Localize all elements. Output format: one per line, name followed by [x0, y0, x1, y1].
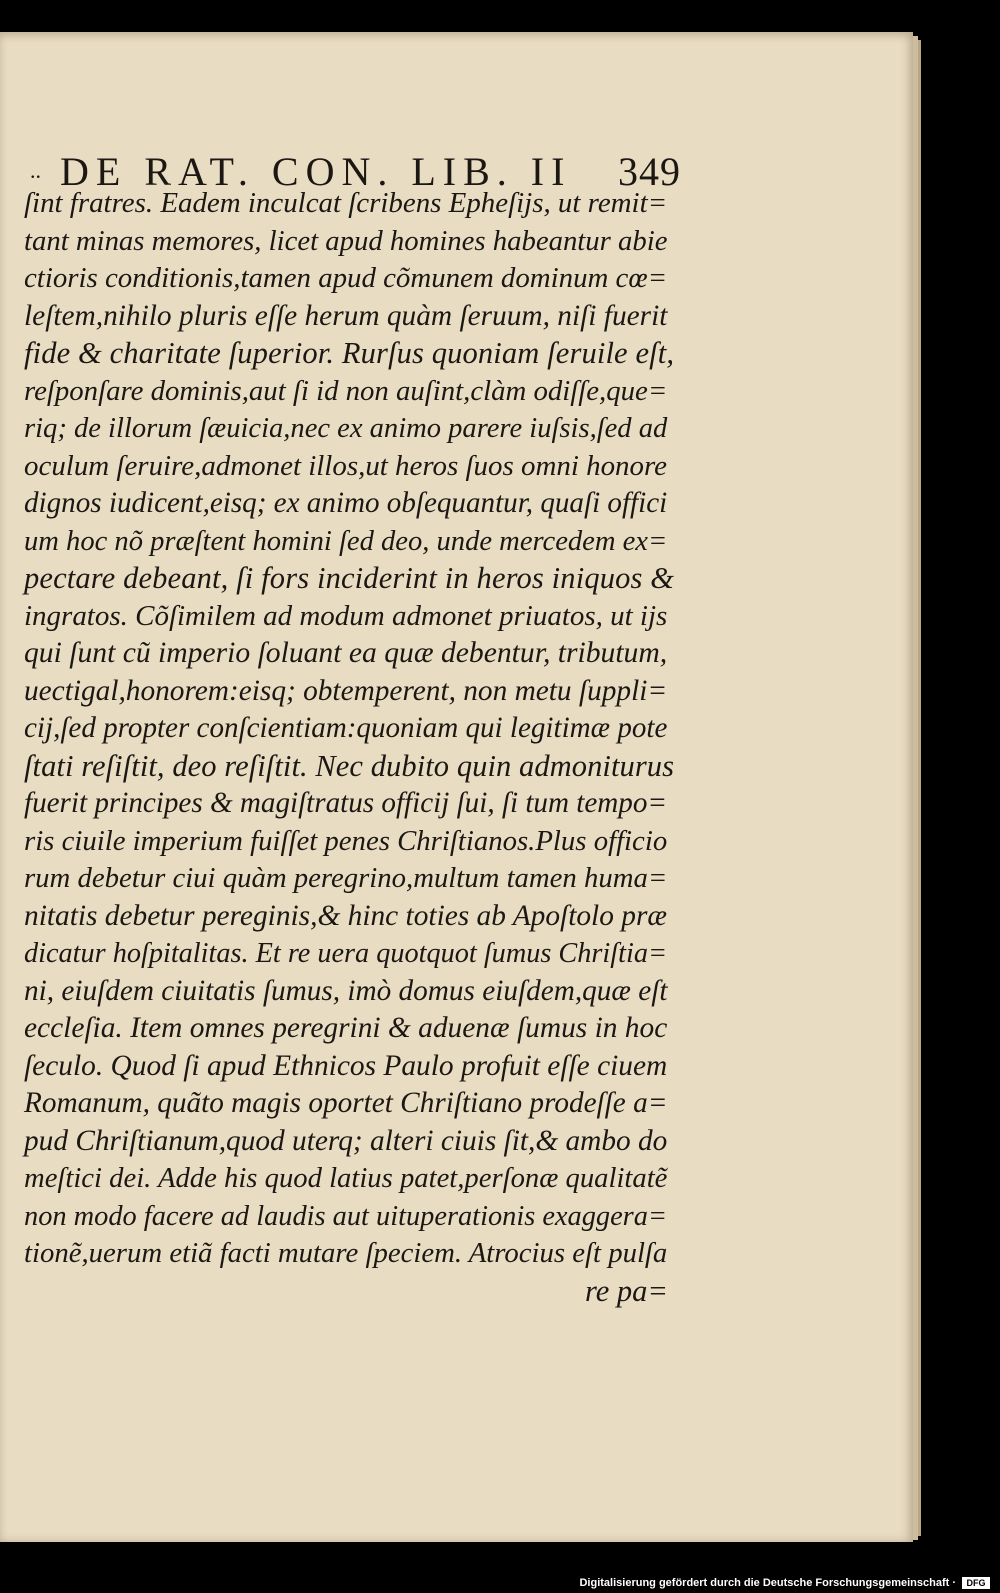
- body-text: [24, 185, 674, 1310]
- text-line: ſtati reſiſtit, deo reſiſtit. Nec dubito quin admoniturus: [24, 748, 675, 783]
- text-line: fide & charitate ſuperior. Rurſus quoniam ſeruile eſt,: [24, 336, 675, 370]
- text-line: tionẽ,uerum etiã facti mutare ſpeciem. Atrocius eſt pulſa: [24, 1237, 668, 1269]
- text-line: ni, eiuſdem ciuitatis ſumus, imò domus eiuſdem,quæ eſt: [24, 974, 668, 1007]
- text-line: dicatur hoſpitalitas. Et re uera quotquot ſumus Chriſtia=: [24, 938, 668, 969]
- text-line: pectare debeant, ſi fors inciderint in heros iniquos &: [24, 561, 675, 595]
- running-title: DE RAT. CON. LIB. II: [60, 149, 572, 194]
- text-line: fuerit principes & magiſtratus officij ſui, ſi tum tempo=: [24, 787, 668, 819]
- text-line: ingratos. Cõſimilem ad modum admonet priuatos, ut ijs: [24, 599, 668, 632]
- catchword: re pa=: [585, 1273, 668, 1308]
- text-line: tant minas memores, licet apud homines habeantur abie: [24, 224, 668, 257]
- dfg-logo: DFG: [962, 1577, 990, 1589]
- text-line: um hoc nõ præſtent homini ſed deo, unde mercedem ex=: [24, 525, 668, 557]
- text-line: meſtici dei. Adde his quod latius patet,perſonæ qualitatẽ: [24, 1162, 668, 1194]
- text-line: ſint fratres. Eadem inculcat ſcribens Epheſijs, ut remit=: [24, 187, 668, 219]
- text-line: nitatis debetur pereginis,& hinc toties ab Apoſtolo præ: [24, 899, 667, 932]
- text-line: qui ſunt cũ imperio ſoluant ea quæ debentur, tributum,: [24, 637, 668, 669]
- header-mark: ..: [30, 158, 41, 183]
- text-line: ſeculo. Quod ſi apud Ethnicos Paulo profuit eſſe ciuem: [24, 1049, 668, 1082]
- text-line: cij,ſed propter conſcientiam:quoniam qui legitimæ pote: [24, 712, 668, 744]
- text-line: ctioris conditionis,tamen apud cõmunem dominum cœ=: [24, 262, 668, 294]
- text-line: dignos iudicent,eisq; ex animo obſequantur, quaſi offici: [24, 487, 668, 519]
- text-line: riq; de illorum ſæuicia,nec ex animo parere iuſsis,ſed ad: [24, 413, 668, 444]
- page-edge-shadow: [918, 40, 921, 1536]
- text-line: rum debetur ciui quàm peregrino,multum tamen huma=: [24, 862, 668, 894]
- text-line: non modo facere ad laudis aut uituperationis exaggera=: [24, 1200, 668, 1232]
- funding-credit: Digitalisierung gefördert durch die Deutsche Forschungsgemeinschaft ·: [579, 1577, 956, 1589]
- text-line: uectigal,honorem:eisq; obtemperent, non metu ſuppli=: [24, 674, 668, 707]
- text-line: reſponſare dominis,aut ſi id non auſint,clàm odiſſe,que=: [24, 374, 668, 407]
- text-line: leſtem,nihilo pluris eſſe herum quàm ſeruum, niſi fuerit: [24, 299, 668, 332]
- text-line: oculum ſeruire,admonet illos,ut heros ſuos omni honore: [24, 449, 668, 482]
- folio-number: 349: [618, 149, 681, 194]
- text-line: eccleſia. Item omnes peregrini & aduenæ ſumus in hoc: [24, 1012, 668, 1044]
- text-line: Romanum, quãto magis oportet Chriſtiano prodeſſe a=: [24, 1087, 668, 1119]
- digitization-footer: [0, 1575, 1000, 1593]
- text-line: ris ciuile imperium fuiſſet penes Chriſtianos.Plus officio: [24, 824, 668, 857]
- text-line: pud Chriſtianum,quod uterq; alteri ciuis ſit,& ambo do: [24, 1124, 668, 1157]
